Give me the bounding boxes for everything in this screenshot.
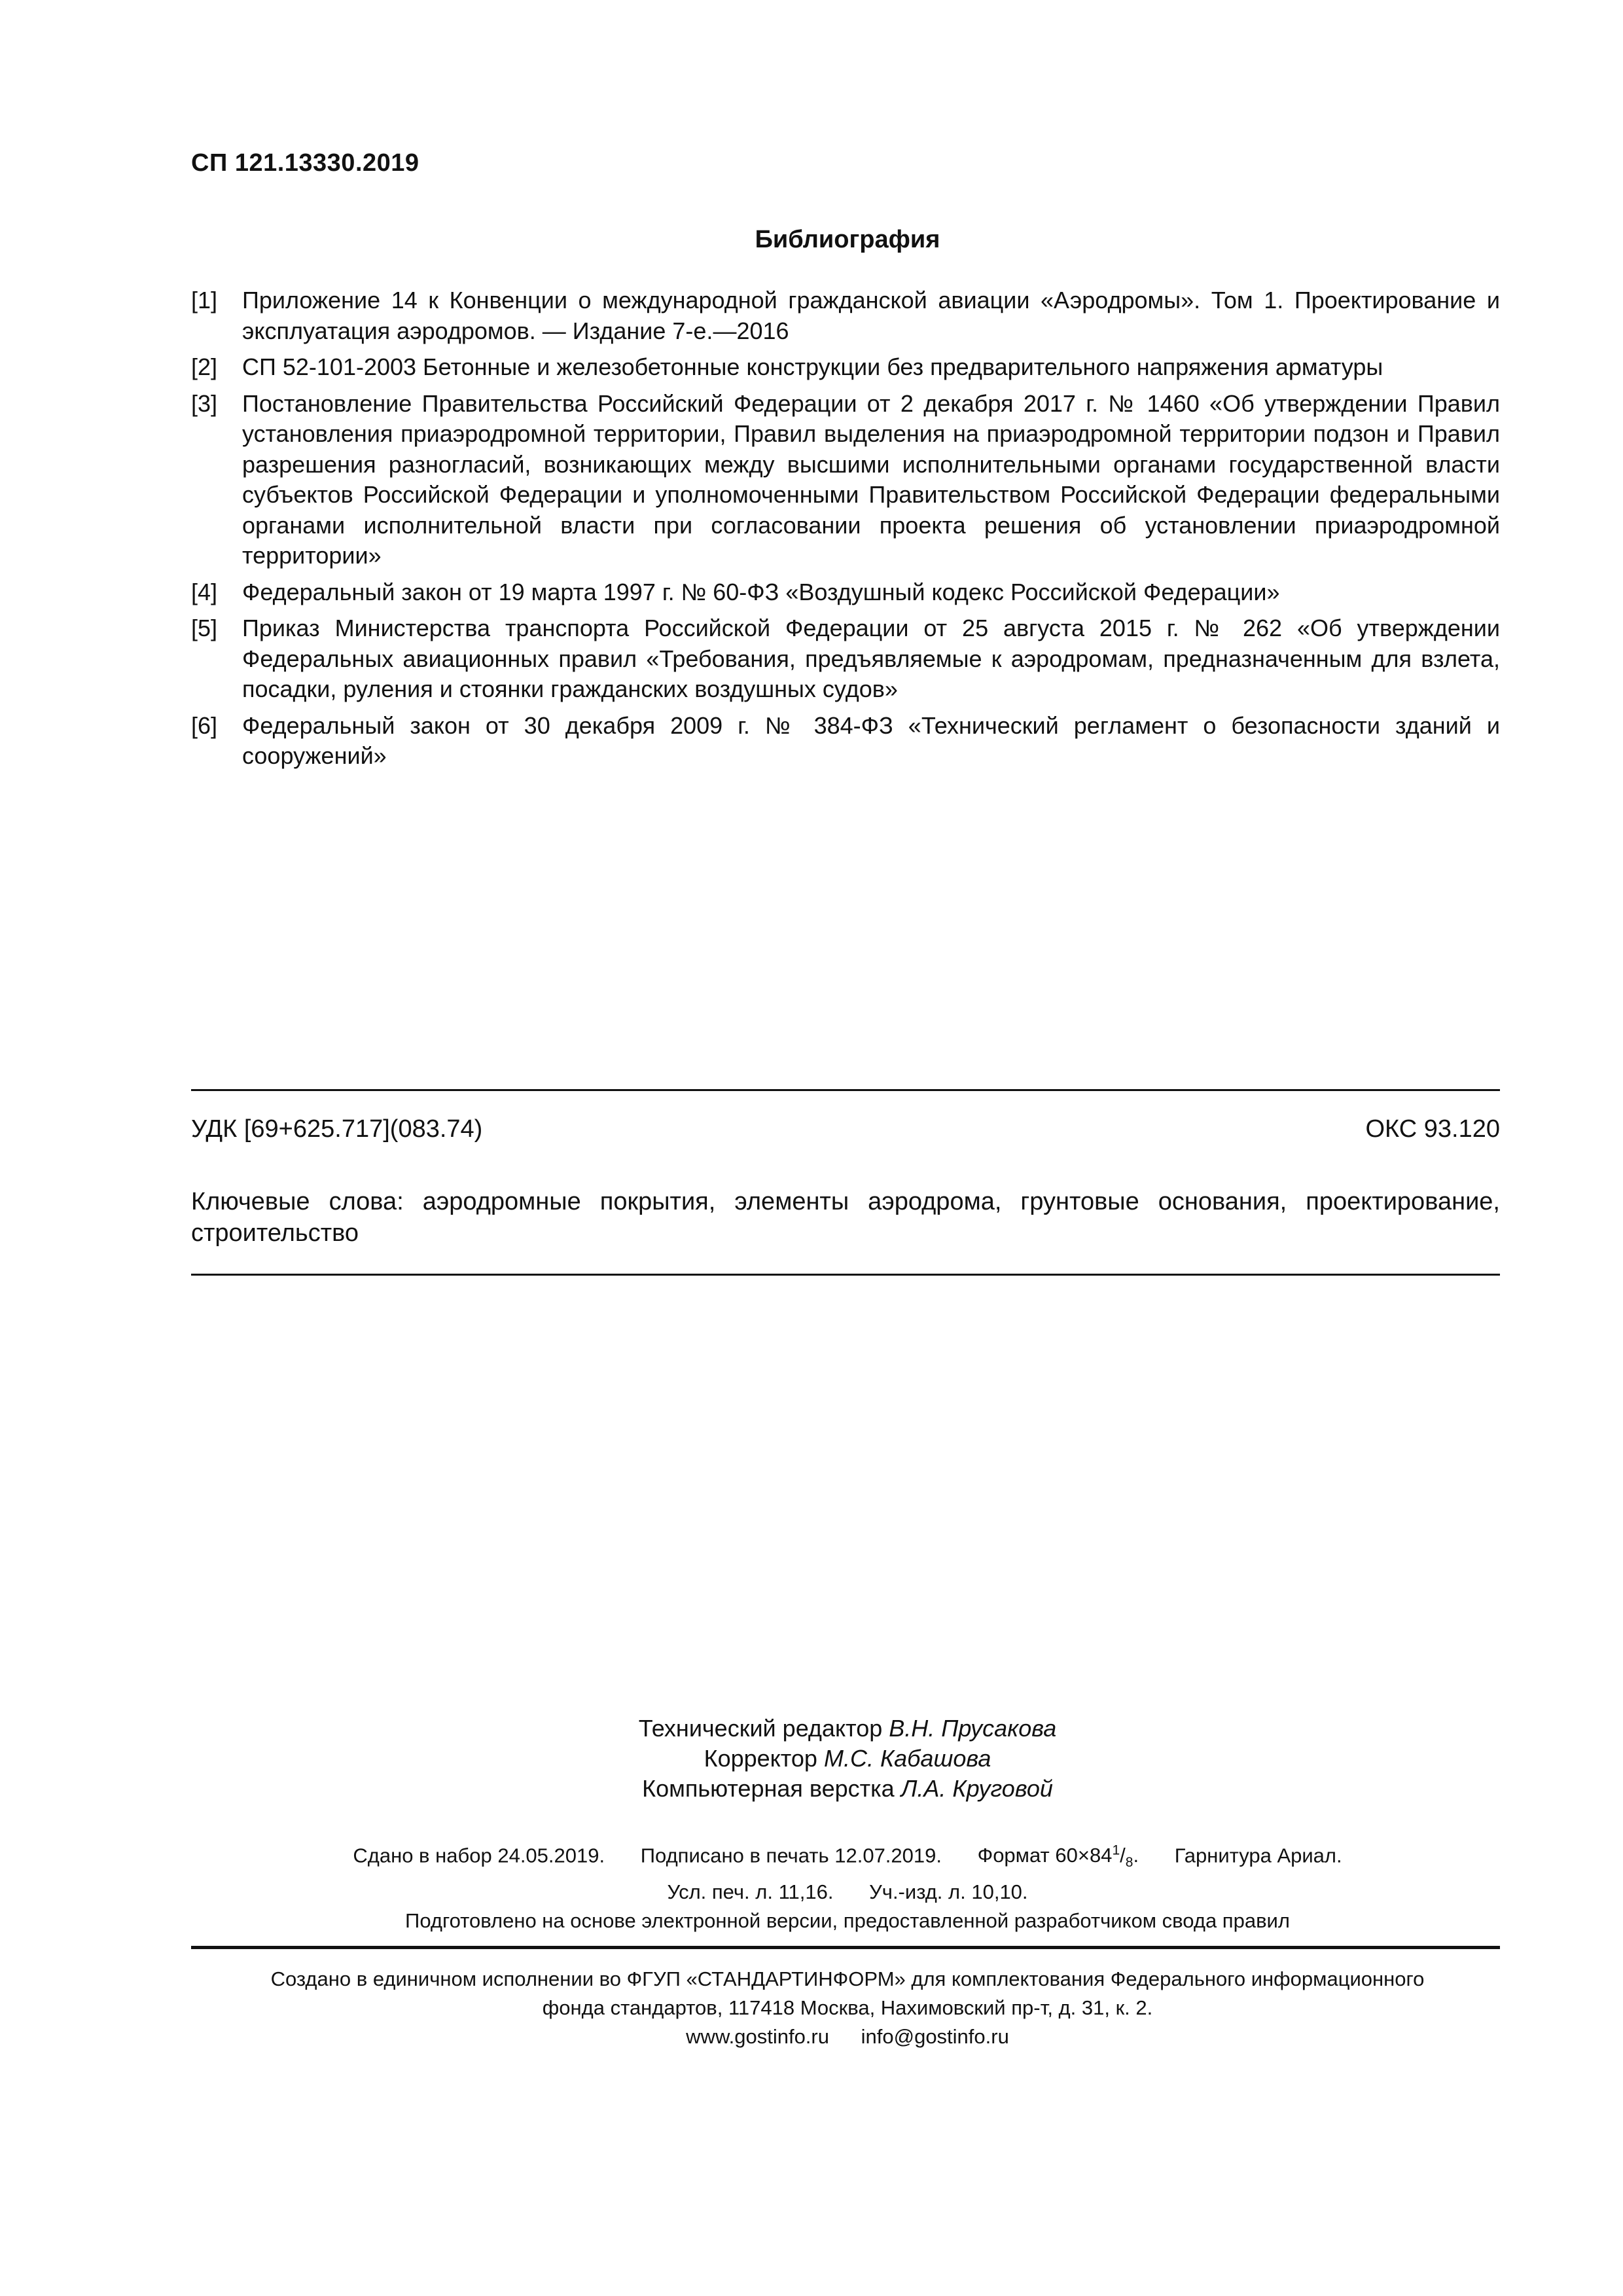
divider-middle: [191, 1274, 1500, 1276]
format-separator: /: [1120, 1844, 1126, 1867]
print-sheets: Усл. печ. л. 11,16.: [667, 1880, 834, 1903]
typeface: Гарнитура Ариал.: [1174, 1844, 1342, 1867]
section-title: Библиография: [755, 226, 940, 253]
footer-line-2: фонда стандартов, 117418 Москва, Нахимовский пр-т, д. 31, к. 2.: [542, 1996, 1153, 2019]
credit-name: Л.А. Круговой: [901, 1775, 1053, 1802]
sent-date: Сдано в набор 24.05.2019.: [353, 1844, 605, 1867]
publication-info: [0, 1837, 1623, 1935]
bibliography-item: [191, 285, 1500, 346]
bibliography-number: [5]: [191, 615, 218, 641]
divider-bottom: [191, 1946, 1500, 1949]
udk-code: УДК [69+625.717](083.74): [191, 1115, 483, 1143]
credit-layout: [0, 1774, 1623, 1804]
credit-corrector: [0, 1744, 1623, 1774]
credit-label: Технический редактор: [638, 1715, 883, 1742]
format-prefix: Формат 60×84: [977, 1844, 1113, 1867]
credit-tech-editor: [0, 1713, 1623, 1744]
format-numerator: 1: [1112, 1843, 1120, 1858]
bibliography-text: СП 52-101-2003 Бетонные и железобетонные конструкции без предварительного напряжения арматуры: [242, 353, 1383, 380]
format-denominator: 8: [1125, 1855, 1133, 1871]
bibliography-number: [6]: [191, 711, 218, 739]
publisher-sheets: Уч.-изд. л. 10,10.: [869, 1880, 1028, 1903]
credit-name: М.С. Кабашова: [823, 1745, 991, 1772]
bibliography-item: [191, 613, 1500, 705]
bibliography-text: Постановление Правительства Российский Федерации от 2 декабря 2017 г. № 1460 «Об утверждении Правил установления приаэродромной территории, Правил выделения на приаэродромной территории подзон и Правил разрешения разногласий, возникающих между высшими исполнительными органами государственной власти субъектов Российской Федерации и уполномоченными Правительством Российской Федерации федеральными органами исполнительной власти при согласовании проекта решения об установлении приаэродромной территории»: [242, 389, 1500, 569]
bibliography-number: [4]: [191, 578, 218, 605]
footer-line-1: Создано в единичном исполнении во ФГУП «СТАНДАРТИНФОРМ» для комплектования Федерального информационного: [270, 1967, 1425, 1990]
bibliography-item: [191, 352, 1500, 383]
footer-website: www.gostinfo.ru: [686, 2025, 829, 2048]
footer-contacts: [0, 2022, 1623, 2051]
bibliography-number: [3]: [191, 389, 218, 417]
bibliography-item: [191, 711, 1500, 772]
divider-top: [191, 1089, 1500, 1091]
format-end: .: [1133, 1844, 1139, 1867]
oks-code: ОКС 93.120: [1365, 1115, 1500, 1143]
footer: [0, 1965, 1623, 2051]
signed-date: Подписано в печать 12.07.2019.: [640, 1844, 942, 1867]
format: [977, 1843, 1139, 1871]
publication-line-2: [0, 1878, 1623, 1907]
bibliography-text: Федеральный закон от 30 декабря 2009 г. № 384-ФЗ «Технический регламент о безопасности зданий и сооружений»: [242, 711, 1500, 769]
bibliography-text: Федеральный закон от 19 марта 1997 г. № 60-ФЗ «Воздушный кодекс Российской Федерации»: [242, 578, 1280, 605]
prepared-note: Подготовлено на основе электронной версии, предоставленной разработчиком свода правил: [405, 1909, 1290, 1932]
bibliography-number: [1]: [191, 287, 218, 314]
bibliography-text: Приказ Министерства транспорта Российской Федерации от 25 августа 2015 г. № 262 «Об утверждении Федеральных авиационных правил «Требования, предъявляемые к аэродромам, предназначенным для взлета, посадки, руления и стоянки гражданских воздушных судов»: [242, 615, 1500, 702]
document-code: СП 121.13330.2019: [191, 149, 419, 177]
publication-line-1: [0, 1837, 1623, 1878]
credit-label: Компьютерная верстка: [642, 1775, 895, 1802]
bibliography-item: [191, 389, 1500, 571]
keywords: Ключевые слова: аэродромные покрытия, элементы аэродрома, грунтовые основания, проектирование, строительство: [191, 1188, 1500, 1247]
credits-block: [0, 1713, 1623, 1804]
footer-email: info@gostinfo.ru: [861, 2025, 1009, 2048]
bibliography-number: [2]: [191, 353, 218, 380]
credit-label: Корректор: [704, 1745, 817, 1772]
bibliography-item: [191, 577, 1500, 608]
bibliography-text: Приложение 14 к Конвенции о международной гражданской авиации «Аэродромы». Том 1. Проектирование и эксплуатация аэродромов. — Издание 7-е.—2016: [242, 287, 1500, 344]
bibliography-list: [191, 285, 1500, 778]
credit-name: В.Н. Прусакова: [889, 1715, 1057, 1742]
